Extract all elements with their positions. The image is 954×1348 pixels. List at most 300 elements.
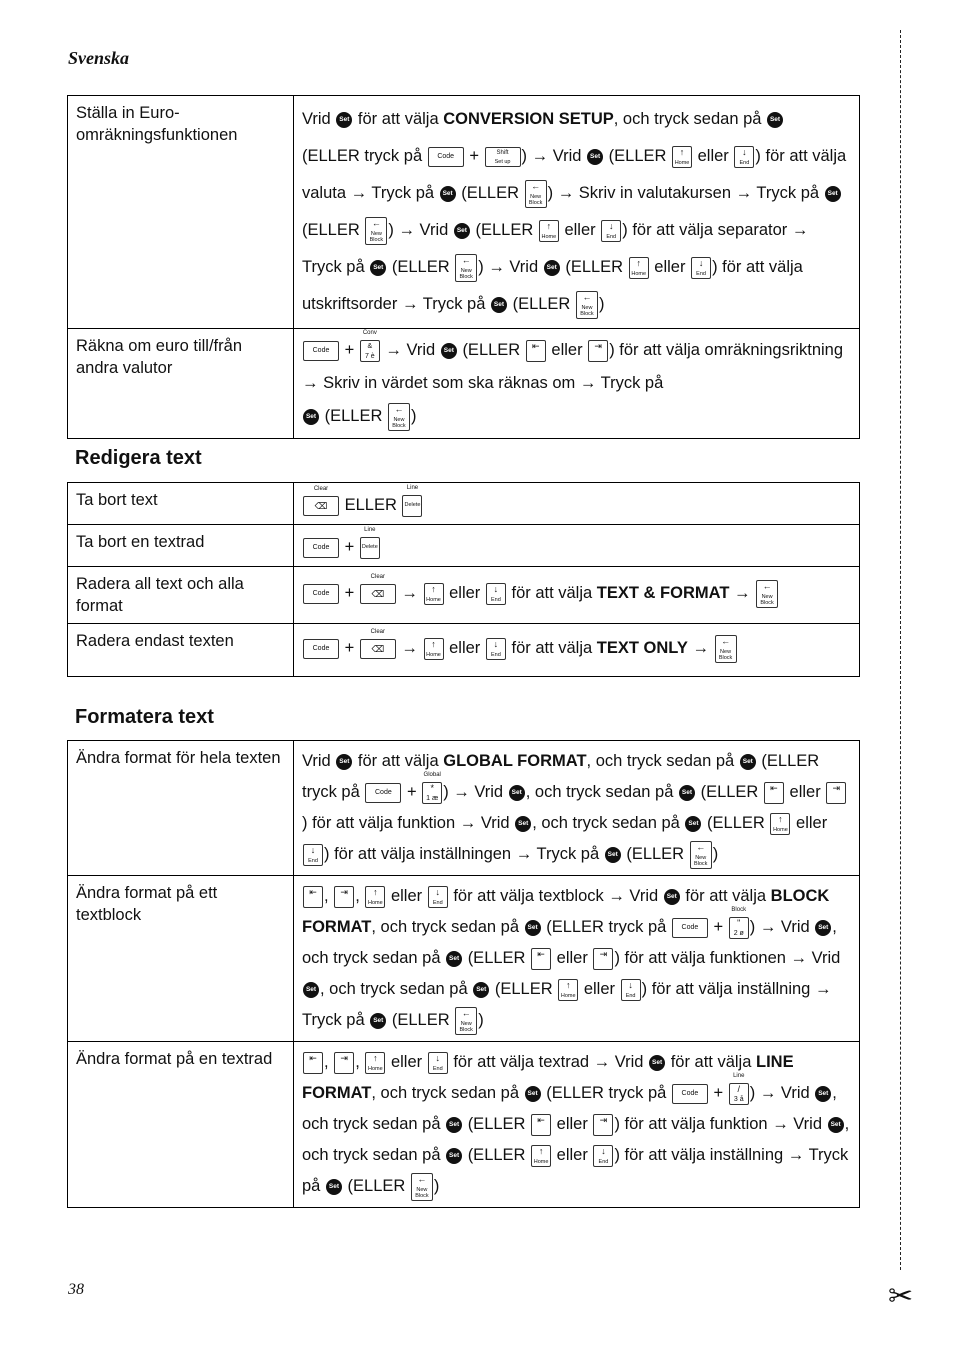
instruction-text: ) [749, 1084, 756, 1102]
key-glyph: ↑ [373, 1052, 378, 1063]
key-label: End [432, 1065, 443, 1072]
instruction-text: (ELLER [467, 1146, 526, 1164]
key-label: Home [674, 159, 690, 166]
key-label: 7 è [364, 352, 375, 360]
instruction-text: → Vrid [459, 814, 510, 832]
instruction-text: eller [556, 1115, 588, 1133]
key-glyph: ⇥ [832, 782, 841, 793]
conv-7-key-icon [360, 329, 380, 362]
end-key-icon [601, 220, 621, 242]
key-glyph: ↑ [679, 146, 685, 157]
key-label: Global [423, 771, 441, 778]
code-key-icon [428, 147, 464, 167]
key-glyph: Code [312, 589, 330, 597]
set-button-icon: Set [303, 409, 319, 425]
key-label [389, 417, 409, 429]
instruction-text: eller [556, 1146, 588, 1164]
key-glyph: ⇤ [537, 1114, 545, 1125]
instruction-text: ) för att välja funktion [302, 814, 456, 832]
key-glyph: ← [531, 180, 541, 191]
instruction-text: New [581, 304, 593, 311]
table-row [68, 567, 860, 624]
instruction-text: New [416, 1186, 428, 1193]
instruction-text: ) för att välja utskriftsorder [302, 258, 803, 313]
key-glyph: ← [461, 254, 471, 265]
row-label: Ta bort en textrad [68, 525, 294, 567]
instruction-text: eller [551, 341, 583, 359]
key-label [577, 305, 597, 317]
end-key-icon [428, 886, 448, 908]
home-key-icon [539, 220, 559, 242]
key-glyph: * [430, 782, 434, 793]
key-label: End [490, 651, 501, 658]
instruction-text: Block [392, 422, 406, 429]
line-3-key-icon [729, 1072, 749, 1105]
edit-text-table [67, 482, 860, 677]
instruction-text: → Tryck på [579, 374, 664, 392]
left-key-icon [303, 886, 323, 908]
instruction-text: → Vrid [790, 949, 841, 967]
set-button-icon: Set [679, 785, 695, 801]
set-button-icon: Set [525, 920, 541, 936]
set-button-icon: Set [515, 816, 531, 832]
instruction-text: → Tryck på [350, 184, 435, 202]
page-number: 38 [68, 1281, 84, 1298]
end-key-icon [486, 638, 506, 660]
key-glyph: ↑ [778, 813, 783, 824]
key-glyph: ⇥ [340, 886, 348, 897]
instruction-text: , och tryck sedan på [525, 783, 674, 801]
instruction-text: New [460, 1020, 472, 1027]
set-button-icon: Set [525, 1086, 541, 1102]
key-glyph: Code [312, 543, 330, 551]
table-row [68, 741, 860, 876]
instruction-text: + [344, 341, 355, 359]
key-glyph: ← [582, 291, 592, 302]
set-button-icon: Set [446, 1148, 462, 1164]
key-label: Line [406, 484, 419, 491]
new-block-key-icon [756, 580, 778, 608]
instruction-text: ) [443, 783, 449, 801]
instruction-text: (ELLER tryck på [546, 918, 667, 936]
key-glyph: ⌫ [371, 643, 385, 654]
instruction-text: för att välja textblock [453, 887, 604, 905]
key-glyph: ← [417, 1173, 427, 1184]
key-glyph: ← [762, 580, 772, 591]
instruction-text: ) [478, 1011, 484, 1029]
instruction-text: → [401, 639, 418, 657]
instruction-text: , [324, 887, 329, 905]
instruction-text: Block [528, 199, 543, 206]
key-label: End [308, 857, 318, 864]
instruction-text: New [530, 193, 542, 200]
key-glyph: ↓ [435, 1052, 440, 1063]
key-label: Home [631, 270, 647, 277]
instruction-text: ) för att välja funktion [614, 1115, 768, 1133]
table-row [68, 483, 860, 525]
instruction-text: ) [478, 258, 484, 276]
key-label: End [739, 159, 750, 166]
row-label: Räkna om euro till/från andra valutor [68, 329, 294, 439]
bold-term: TEXT & FORMAT [596, 584, 730, 602]
clear-key-icon [303, 485, 339, 516]
instruction-text: ELLER [344, 496, 397, 514]
table-row [68, 329, 860, 439]
instruction-text: Block [415, 1192, 429, 1199]
left-key-icon [764, 782, 784, 804]
instruction-text: (ELLER [475, 221, 534, 239]
row-label: Radera all text och alla format [68, 567, 294, 624]
instruction-text: ) [410, 407, 417, 425]
key-glyph: ⇥ [599, 1114, 608, 1125]
key-glyph: ← [721, 635, 731, 646]
set-button-icon: Set [326, 1179, 342, 1195]
key-label: Clear [313, 485, 329, 492]
table-row [68, 876, 860, 1042]
set-button-icon: Set [491, 297, 507, 313]
key-glyph: ↑ [636, 257, 641, 268]
key-glyph: ⇤ [309, 886, 317, 897]
right-key-icon [588, 340, 608, 362]
key-label: Home [426, 596, 441, 603]
row-label: Ändra format på ett textblock [68, 876, 294, 1042]
instruction-text: → Vrid [759, 918, 810, 936]
key-glyph: ⇤ [532, 340, 540, 351]
key-glyph: ⇥ [340, 1052, 348, 1063]
new-block-key-icon [576, 291, 598, 319]
set-button-icon: Set [664, 889, 680, 905]
key-glyph: ⇤ [770, 782, 778, 793]
instruction-text: + [344, 639, 355, 657]
section-title-redigera: Redigera text [75, 447, 202, 469]
home-key-icon [629, 257, 649, 279]
instruction-text: , och tryck sedan på [371, 918, 520, 936]
code-key-icon [672, 1084, 708, 1104]
end-key-icon [303, 844, 323, 866]
set-button-icon: Set [473, 982, 489, 998]
right-key-icon [593, 1114, 613, 1136]
instruction-text: ) för att välja separator [622, 221, 788, 239]
key-glyph: Delete [404, 501, 421, 508]
key-label: Home [368, 899, 383, 906]
set-button-icon: Set [767, 112, 783, 128]
instruction-text: (ELLER [700, 783, 759, 801]
bold-term: LINE FORMAT [302, 1053, 794, 1102]
key-glyph: ↓ [742, 146, 747, 157]
row-label: Radera endast texten [68, 624, 294, 677]
instruction-text: (ELLER [347, 1177, 406, 1195]
code-key-icon [365, 783, 401, 803]
instruction-text: (ELLER [391, 1011, 450, 1029]
key-label: 3 å [733, 1095, 744, 1103]
set-button-icon: Set [605, 847, 621, 863]
key-glyph: Shift [496, 149, 509, 156]
key-glyph: ↑ [431, 638, 436, 649]
instruction-text [68, 741, 860, 1208]
instruction-text: ) för att välja inställning [614, 1146, 784, 1164]
key-label: End [490, 596, 501, 603]
new-block-key-icon [388, 403, 410, 431]
key-label [716, 649, 736, 661]
instruction-text: → Vrid [608, 887, 659, 905]
row-instructions [294, 525, 860, 567]
key-glyph: ↑ [373, 886, 378, 897]
format-text-table [67, 740, 860, 1208]
instruction-text: Block [459, 1026, 473, 1033]
instruction-text: → Vrid [488, 258, 539, 276]
key-label: End [625, 992, 636, 999]
new-block-key-icon [690, 841, 712, 869]
instruction-text: eller [564, 221, 596, 239]
instruction-text: (ELLER [461, 184, 520, 202]
instruction-text: → Vrid [453, 783, 504, 801]
new-block-key-icon [525, 180, 547, 208]
code-key-icon [303, 538, 339, 558]
key-glyph: ↑ [538, 1145, 544, 1156]
key-glyph: ↓ [698, 257, 704, 268]
key-glyph: ⌫ [371, 588, 385, 599]
cut-line [900, 30, 901, 1270]
code-key-icon [672, 918, 708, 938]
left-key-icon [303, 1052, 323, 1074]
key-label: Home [533, 1158, 549, 1165]
key-label: End [696, 270, 706, 277]
instruction-text: → Tryck på [735, 184, 820, 202]
instruction-text: eller [583, 980, 616, 998]
key-glyph: ⇤ [537, 948, 545, 959]
instruction-text: → Vrid [593, 1053, 644, 1071]
set-button-icon: Set [446, 951, 462, 967]
set-button-icon: Set [685, 816, 701, 832]
instruction-text: ) [749, 918, 756, 936]
key-label: Home [560, 992, 576, 999]
instruction-text: eller [796, 814, 828, 832]
instruction-text: (ELLER [302, 221, 360, 239]
key-label: Clear [370, 628, 385, 635]
instruction-text: ) [521, 147, 528, 165]
set-button-icon: Set [544, 260, 560, 276]
code-key-icon [303, 639, 339, 659]
line-delete-key-icon [402, 484, 422, 517]
set-button-icon: Set [336, 112, 352, 128]
key-glyph: ← [461, 1007, 471, 1018]
conversion-table [67, 95, 860, 439]
instruction-text [68, 96, 860, 439]
instruction-text: → Skriv in värdet som ska räknas om [302, 374, 576, 392]
instruction-text: → Skriv in valutakursen [557, 184, 732, 202]
instruction-text: eller [697, 147, 729, 165]
instruction-text: , och tryck sedan på [613, 110, 762, 128]
home-key-icon [424, 583, 444, 605]
instruction-text: (ELLER [462, 341, 521, 359]
key-label [366, 231, 386, 243]
right-key-icon [593, 948, 613, 970]
set-button-icon: Set [815, 920, 831, 936]
instruction-text: , och tryck sedan på [371, 1084, 520, 1102]
instruction-text: , [355, 1053, 360, 1071]
instruction-text: eller [556, 949, 588, 967]
key-label: 1 æ [426, 794, 439, 802]
instruction-text: (ELLER [324, 407, 383, 425]
key-label: Home [541, 233, 557, 240]
key-label: Line [364, 526, 376, 533]
row-instructions [294, 1042, 860, 1208]
instruction-text: ) [712, 845, 719, 863]
row-instructions [294, 483, 860, 525]
instruction-text: + [713, 1084, 724, 1102]
instruction-text: Vrid [302, 752, 331, 770]
instruction-text: Block [580, 310, 594, 317]
instruction-text: ) för att välja valuta [302, 147, 847, 202]
row-instructions [294, 741, 860, 876]
block-2-key-icon [729, 906, 749, 939]
key-glyph: ↑ [546, 220, 552, 231]
instruction-text: → Tryck på [302, 980, 832, 1029]
key-glyph: ↓ [628, 979, 633, 990]
key-label [456, 268, 476, 280]
line-delete-key-icon [360, 526, 380, 559]
set-button-icon: Set [649, 1055, 665, 1071]
key-glyph: ⇥ [599, 948, 608, 959]
key-label [456, 1021, 476, 1033]
key-glyph: / [737, 1083, 740, 1094]
key-glyph: ⌫ [314, 500, 328, 511]
clear-key-icon [360, 628, 396, 659]
instruction-text: för att välja [357, 752, 439, 770]
scissors-icon: ✂ [888, 1280, 914, 1313]
table-row [68, 525, 860, 567]
new-block-key-icon [715, 635, 737, 663]
instruction-text: New [720, 648, 732, 655]
instruction-text: för att välja [685, 887, 767, 905]
home-key-icon [365, 1052, 385, 1074]
instruction-text: + [406, 783, 417, 801]
key-glyph: ⇥ [594, 340, 602, 351]
instruction-text: , och tryck sedan på [320, 980, 468, 998]
key-glyph: Delete [361, 543, 378, 550]
home-key-icon [424, 638, 444, 660]
key-glyph: " [737, 917, 741, 928]
key-label: Conv [362, 329, 377, 336]
instruction-text: ) [547, 184, 554, 202]
set-button-icon: Set [446, 1117, 462, 1133]
key-glyph: ↓ [601, 1145, 606, 1156]
home-key-icon [531, 1145, 551, 1167]
end-key-icon [621, 979, 641, 1001]
instruction-text: + [713, 918, 724, 936]
row-instructions [294, 876, 860, 1042]
new-block-key-icon [455, 254, 477, 282]
instruction-text: , och tryck sedan på [302, 918, 837, 967]
key-label [412, 1187, 432, 1199]
instruction-text: + [344, 538, 355, 556]
table-row [68, 96, 860, 329]
instruction-text: för att välja [670, 1053, 752, 1071]
key-label: Home [773, 826, 788, 833]
instruction-text: eller [789, 783, 821, 801]
instruction-text: för att välja [511, 639, 593, 657]
instruction-text: + [344, 584, 355, 602]
key-glyph: ← [371, 217, 381, 228]
key-glyph: Code [681, 923, 699, 931]
instruction-text: → Vrid [772, 1115, 823, 1133]
instruction-text [68, 483, 860, 677]
home-key-icon [558, 979, 578, 1001]
key-glyph: ↑ [431, 583, 436, 594]
row-label: Ta bort text [68, 483, 294, 525]
set-button-icon: Set [740, 754, 756, 770]
instruction-text: (ELLER [565, 258, 624, 276]
key-label [757, 594, 777, 606]
key-label: Set up [494, 158, 511, 165]
set-button-icon: Set [303, 982, 319, 998]
row-instructions [294, 624, 860, 677]
set-button-icon: Set [454, 223, 470, 239]
set-button-icon: Set [370, 260, 386, 276]
instruction-text: , [324, 1053, 329, 1071]
set-button-icon: Set [336, 754, 352, 770]
instruction-text: ) [433, 1177, 440, 1195]
instruction-text: eller [390, 887, 423, 905]
instruction-text: → Vrid [385, 341, 436, 359]
row-instructions [294, 329, 860, 439]
row-instructions [294, 567, 860, 624]
instruction-text: Block [760, 599, 774, 606]
bold-term: CONVERSION SETUP [443, 110, 614, 128]
bold-term: GLOBAL FORMAT [443, 752, 587, 770]
key-label: Clear [370, 573, 385, 580]
right-key-icon [826, 782, 846, 804]
instruction-text: Block [693, 860, 708, 867]
instruction-text: New [761, 593, 773, 600]
key-glyph: Code [312, 346, 330, 354]
instruction-text: eller [449, 639, 481, 657]
end-key-icon [691, 257, 711, 279]
row-label: Ändra format för hela texten [68, 741, 294, 876]
instruction-text: → Tryck på [515, 845, 600, 863]
instruction-text: ) för att välja inställning [641, 980, 811, 998]
instruction-text: → Vrid [398, 221, 449, 239]
set-button-icon: Set [587, 149, 603, 165]
set-button-icon: Set [441, 343, 457, 359]
instruction-text: (ELLER [626, 845, 685, 863]
set-button-icon: Set [440, 186, 456, 202]
instruction-text: (ELLER [494, 980, 553, 998]
end-key-icon [734, 146, 754, 168]
left-key-icon [526, 340, 546, 362]
key-label [526, 194, 546, 206]
instruction-text: Block [718, 654, 733, 661]
key-glyph: ↓ [493, 638, 499, 649]
home-key-icon [365, 886, 385, 908]
key-label: 2 ø [733, 929, 744, 937]
instruction-text: (ELLER [391, 258, 450, 276]
new-block-key-icon [365, 217, 387, 245]
end-key-icon [428, 1052, 448, 1074]
key-glyph: Code [375, 788, 392, 796]
instruction-text: ) [388, 221, 394, 239]
row-label: Ändra format på en textrad [68, 1042, 294, 1208]
key-glyph: ↓ [435, 886, 440, 897]
code-key-icon [303, 341, 339, 361]
right-key-icon [334, 1052, 354, 1074]
instruction-text: eller [449, 584, 481, 602]
instruction-text: (ELLER [467, 949, 526, 967]
bold-term: BLOCK FORMAT [302, 887, 830, 936]
instruction-text: → Tryck på [302, 1146, 849, 1195]
key-glyph: ← [394, 403, 404, 414]
instruction-text: för att välja [357, 110, 439, 128]
